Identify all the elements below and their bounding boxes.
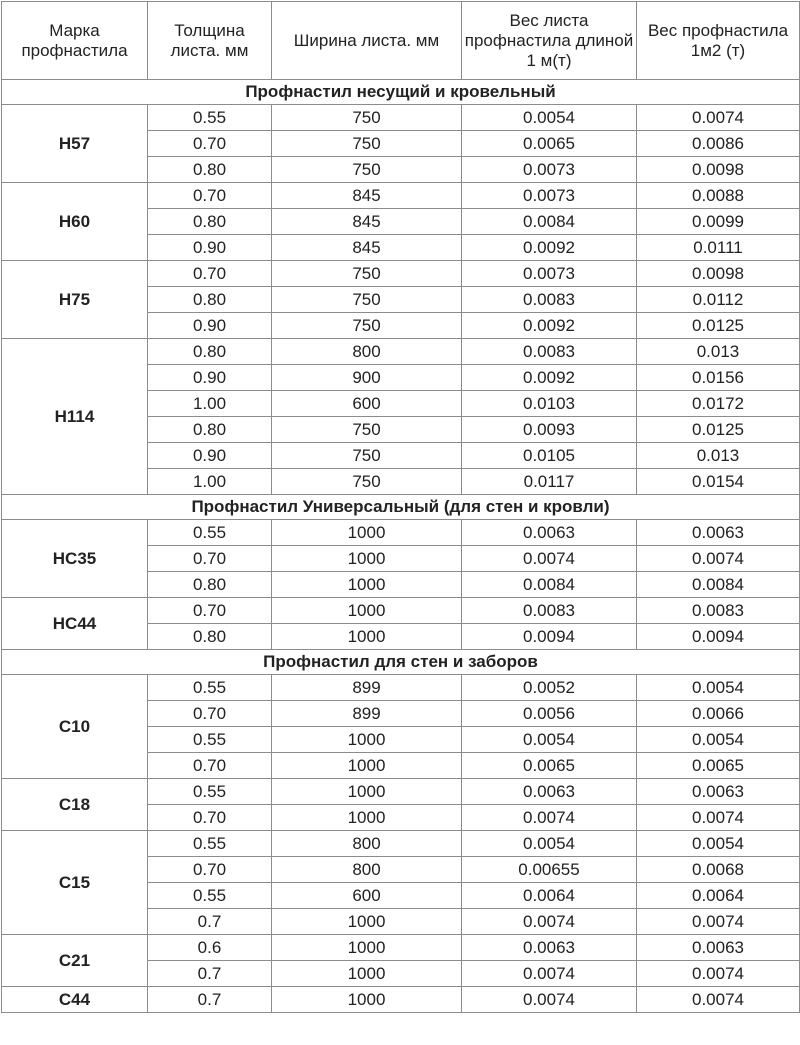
weight-per-m2-cell: 0.0098 — [637, 157, 800, 183]
weight-per-m2-cell: 0.0125 — [637, 417, 800, 443]
width-cell: 1000 — [272, 753, 462, 779]
width-cell: 899 — [272, 701, 462, 727]
thickness-cell: 0.55 — [148, 831, 272, 857]
weight-per-m2-cell: 0.0156 — [637, 365, 800, 391]
width-cell: 800 — [272, 339, 462, 365]
weight-per-m2-cell: 0.0063 — [637, 935, 800, 961]
width-cell: 800 — [272, 857, 462, 883]
weight-per-meter-cell: 0.0064 — [462, 883, 637, 909]
mark-cell: НС35 — [2, 520, 148, 598]
weight-per-m2-cell: 0.0074 — [637, 987, 800, 1013]
thickness-cell: 0.80 — [148, 624, 272, 650]
thickness-cell: 0.7 — [148, 961, 272, 987]
thickness-cell: 0.70 — [148, 131, 272, 157]
mark-cell: Н57 — [2, 105, 148, 183]
weight-per-m2-cell: 0.0074 — [637, 961, 800, 987]
weight-per-meter-cell: 0.0103 — [462, 391, 637, 417]
header-thickness: Толщина листа. мм — [148, 2, 272, 80]
mark-cell: Н75 — [2, 261, 148, 339]
weight-per-meter-cell: 0.0063 — [462, 779, 637, 805]
thickness-cell: 0.70 — [148, 857, 272, 883]
weight-per-m2-cell: 0.0054 — [637, 675, 800, 701]
width-cell: 750 — [272, 157, 462, 183]
width-cell: 750 — [272, 105, 462, 131]
section-row — [2, 650, 800, 675]
table-header — [2, 2, 800, 80]
thickness-cell: 0.70 — [148, 598, 272, 624]
weight-per-meter-cell: 0.0094 — [462, 624, 637, 650]
profnastil-weight-table — [1, 1, 800, 1013]
table-body — [2, 80, 800, 1013]
weight-per-m2-cell: 0.0088 — [637, 183, 800, 209]
weight-per-m2-cell: 0.0064 — [637, 883, 800, 909]
thickness-cell: 0.55 — [148, 675, 272, 701]
mark-cell: Н60 — [2, 183, 148, 261]
width-cell: 750 — [272, 469, 462, 495]
weight-per-meter-cell: 0.0073 — [462, 261, 637, 287]
weight-per-meter-cell: 0.0056 — [462, 701, 637, 727]
table-row — [2, 183, 800, 209]
header-weight-per-m2: Вес профнастила 1м2 (т) — [637, 2, 800, 80]
weight-per-m2-cell: 0.0074 — [637, 546, 800, 572]
thickness-cell: 0.80 — [148, 157, 272, 183]
width-cell: 1000 — [272, 909, 462, 935]
weight-per-meter-cell: 0.0117 — [462, 469, 637, 495]
weight-per-meter-cell: 0.0054 — [462, 105, 637, 131]
thickness-cell: 0.90 — [148, 235, 272, 261]
header-weight-per-meter: Вес листа профнастила длиной 1 м(т) — [462, 2, 637, 80]
table-row — [2, 339, 800, 365]
weight-per-m2-cell: 0.0125 — [637, 313, 800, 339]
weight-per-meter-cell: 0.0054 — [462, 727, 637, 753]
mark-cell: С18 — [2, 779, 148, 831]
weight-per-meter-cell: 0.0083 — [462, 287, 637, 313]
mark-cell: Н114 — [2, 339, 148, 495]
weight-per-meter-cell: 0.0092 — [462, 235, 637, 261]
width-cell: 1000 — [272, 935, 462, 961]
thickness-cell: 0.70 — [148, 805, 272, 831]
weight-per-meter-cell: 0.0074 — [462, 909, 637, 935]
weight-per-meter-cell: 0.0074 — [462, 961, 637, 987]
weight-per-meter-cell: 0.0073 — [462, 157, 637, 183]
weight-per-meter-cell: 0.0074 — [462, 805, 637, 831]
weight-per-m2-cell: 0.0063 — [637, 779, 800, 805]
table-row — [2, 598, 800, 624]
thickness-cell: 1.00 — [148, 469, 272, 495]
weight-per-m2-cell: 0.0098 — [637, 261, 800, 287]
thickness-cell: 0.55 — [148, 727, 272, 753]
section-title: Профнастил Универсальный (для стен и кровли) — [2, 495, 800, 520]
table-row — [2, 779, 800, 805]
width-cell: 600 — [272, 391, 462, 417]
width-cell: 1000 — [272, 727, 462, 753]
weight-per-meter-cell: 0.00655 — [462, 857, 637, 883]
weight-per-meter-cell: 0.0052 — [462, 675, 637, 701]
weight-per-meter-cell: 0.0084 — [462, 209, 637, 235]
weight-per-m2-cell: 0.0094 — [637, 624, 800, 650]
width-cell: 1000 — [272, 624, 462, 650]
thickness-cell: 0.7 — [148, 987, 272, 1013]
width-cell: 1000 — [272, 961, 462, 987]
weight-per-m2-cell: 0.0074 — [637, 909, 800, 935]
weight-per-m2-cell: 0.0074 — [637, 105, 800, 131]
weight-per-meter-cell: 0.0063 — [462, 935, 637, 961]
width-cell: 750 — [272, 313, 462, 339]
table-row — [2, 831, 800, 857]
thickness-cell: 0.55 — [148, 883, 272, 909]
width-cell: 750 — [272, 261, 462, 287]
thickness-cell: 0.80 — [148, 339, 272, 365]
weight-per-m2-cell: 0.0112 — [637, 287, 800, 313]
mark-cell: С44 — [2, 987, 148, 1013]
thickness-cell: 0.70 — [148, 261, 272, 287]
mark-cell: НС44 — [2, 598, 148, 650]
width-cell: 750 — [272, 417, 462, 443]
width-cell: 1000 — [272, 598, 462, 624]
weight-per-meter-cell: 0.0093 — [462, 417, 637, 443]
weight-per-meter-cell: 0.0105 — [462, 443, 637, 469]
weight-per-m2-cell: 0.0063 — [637, 520, 800, 546]
weight-per-m2-cell: 0.0086 — [637, 131, 800, 157]
table-row — [2, 675, 800, 701]
mark-cell: С15 — [2, 831, 148, 935]
weight-per-m2-cell: 0.013 — [637, 443, 800, 469]
weight-per-meter-cell: 0.0083 — [462, 598, 637, 624]
table-row — [2, 261, 800, 287]
thickness-cell: 0.80 — [148, 572, 272, 598]
mark-cell: С10 — [2, 675, 148, 779]
width-cell: 1000 — [272, 520, 462, 546]
weight-per-m2-cell: 0.0054 — [637, 727, 800, 753]
thickness-cell: 0.80 — [148, 209, 272, 235]
width-cell: 1000 — [272, 805, 462, 831]
width-cell: 899 — [272, 675, 462, 701]
section-title: Профнастил несущий и кровельный — [2, 80, 800, 105]
weight-per-m2-cell: 0.013 — [637, 339, 800, 365]
weight-per-m2-cell: 0.0099 — [637, 209, 800, 235]
weight-per-m2-cell: 0.0084 — [637, 572, 800, 598]
weight-per-m2-cell: 0.0068 — [637, 857, 800, 883]
section-title: Профнастил для стен и заборов — [2, 650, 800, 675]
weight-per-meter-cell: 0.0073 — [462, 183, 637, 209]
weight-per-meter-cell: 0.0065 — [462, 131, 637, 157]
thickness-cell: 0.6 — [148, 935, 272, 961]
weight-per-m2-cell: 0.0074 — [637, 805, 800, 831]
thickness-cell: 0.90 — [148, 443, 272, 469]
width-cell: 1000 — [272, 779, 462, 805]
weight-per-m2-cell: 0.0172 — [637, 391, 800, 417]
width-cell: 750 — [272, 287, 462, 313]
width-cell: 600 — [272, 883, 462, 909]
width-cell: 900 — [272, 365, 462, 391]
thickness-cell: 0.7 — [148, 909, 272, 935]
table-row — [2, 987, 800, 1013]
thickness-cell: 0.55 — [148, 105, 272, 131]
width-cell: 845 — [272, 235, 462, 261]
weight-per-meter-cell: 0.0092 — [462, 313, 637, 339]
thickness-cell: 0.80 — [148, 417, 272, 443]
width-cell: 800 — [272, 831, 462, 857]
thickness-cell: 0.90 — [148, 365, 272, 391]
weight-per-meter-cell: 0.0054 — [462, 831, 637, 857]
section-row — [2, 495, 800, 520]
thickness-cell: 0.70 — [148, 753, 272, 779]
width-cell: 1000 — [272, 572, 462, 598]
weight-per-m2-cell: 0.0154 — [637, 469, 800, 495]
thickness-cell: 0.70 — [148, 183, 272, 209]
section-row — [2, 80, 800, 105]
table-row — [2, 105, 800, 131]
weight-per-meter-cell: 0.0065 — [462, 753, 637, 779]
width-cell: 845 — [272, 183, 462, 209]
width-cell: 845 — [272, 209, 462, 235]
weight-per-m2-cell: 0.0066 — [637, 701, 800, 727]
width-cell: 1000 — [272, 546, 462, 572]
weight-per-meter-cell: 0.0092 — [462, 365, 637, 391]
width-cell: 1000 — [272, 987, 462, 1013]
width-cell: 750 — [272, 131, 462, 157]
header-width: Ширина листа. мм — [272, 2, 462, 80]
table-row — [2, 935, 800, 961]
weight-per-meter-cell: 0.0084 — [462, 572, 637, 598]
weight-per-m2-cell: 0.0054 — [637, 831, 800, 857]
thickness-cell: 0.70 — [148, 701, 272, 727]
header-row — [2, 2, 800, 80]
weight-per-meter-cell: 0.0083 — [462, 339, 637, 365]
weight-per-m2-cell: 0.0111 — [637, 235, 800, 261]
thickness-cell: 1.00 — [148, 391, 272, 417]
header-mark: Марка профнастила — [2, 2, 148, 80]
thickness-cell: 0.90 — [148, 313, 272, 339]
weight-per-meter-cell: 0.0074 — [462, 987, 637, 1013]
thickness-cell: 0.80 — [148, 287, 272, 313]
width-cell: 750 — [272, 443, 462, 469]
thickness-cell: 0.70 — [148, 546, 272, 572]
weight-per-meter-cell: 0.0074 — [462, 546, 637, 572]
weight-per-m2-cell: 0.0065 — [637, 753, 800, 779]
mark-cell: С21 — [2, 935, 148, 987]
thickness-cell: 0.55 — [148, 520, 272, 546]
table-row — [2, 520, 800, 546]
thickness-cell: 0.55 — [148, 779, 272, 805]
weight-per-meter-cell: 0.0063 — [462, 520, 637, 546]
weight-per-m2-cell: 0.0083 — [637, 598, 800, 624]
